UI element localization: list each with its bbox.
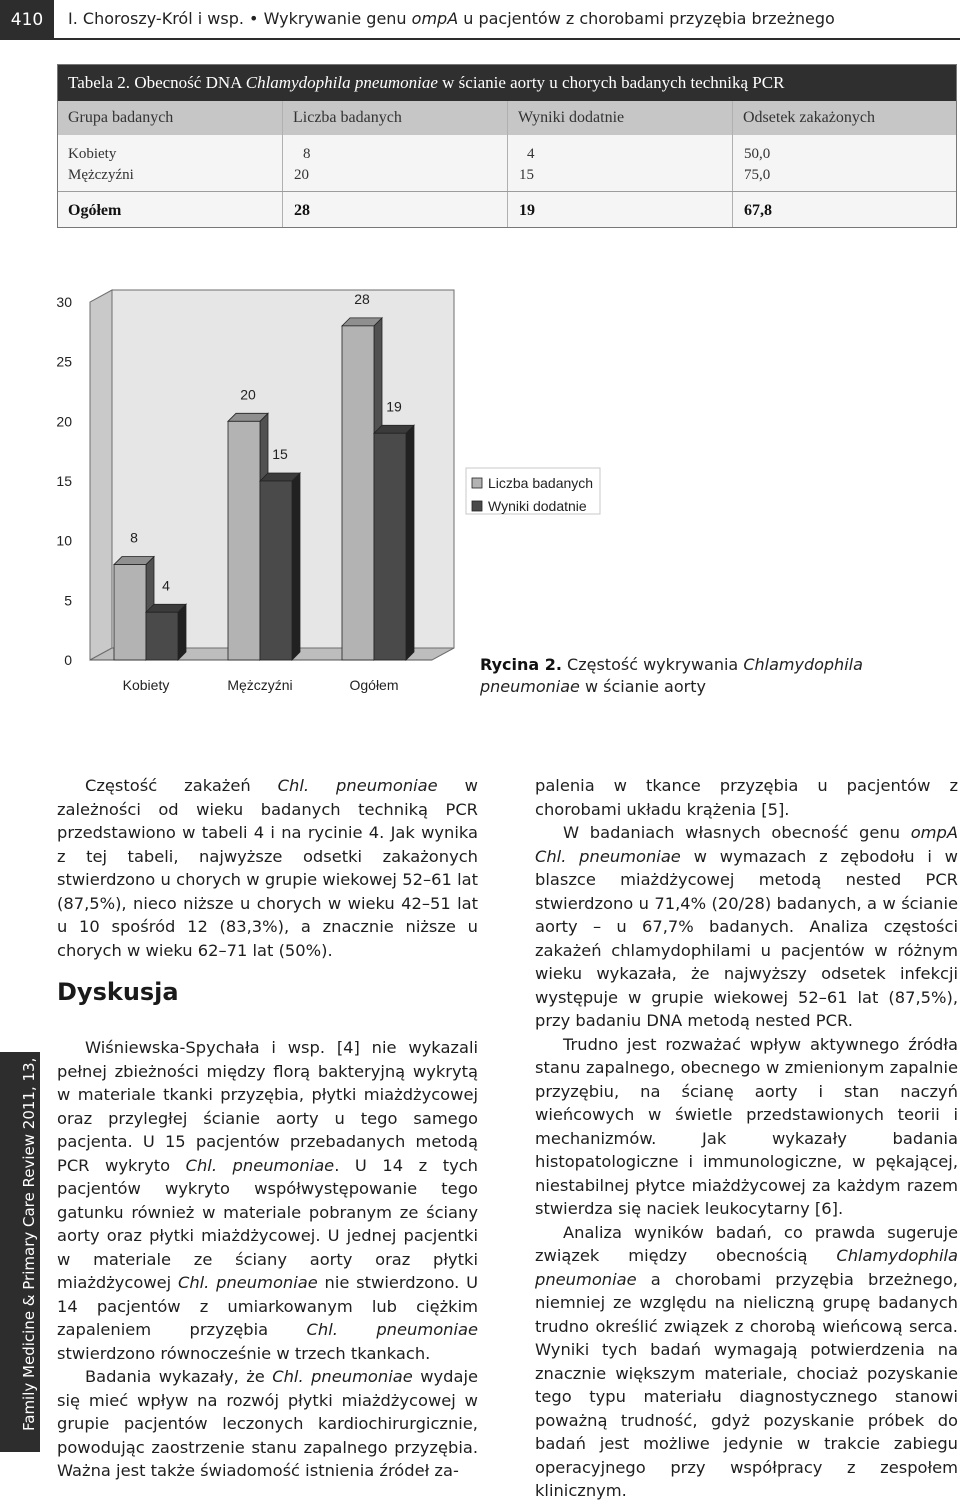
bar-liczba-badanych [228,421,260,660]
y-tick-label: 0 [64,652,72,668]
table-rule [58,191,956,192]
table-cell: 8 [303,146,311,162]
data-label: 4 [162,577,170,594]
y-tick-label: 25 [56,353,72,370]
table-header-cell: Grupa badanych [68,109,174,126]
chart-side-wall [90,290,112,660]
data-label: 20 [240,386,256,403]
y-tick-label: 10 [56,532,72,549]
paragraph: W badaniach własnych obecność genu ompA Chl. pneumoniae w wymazach z zębodołu i w blaszce miażdżycowej metodą nested PCR stwierdzono u 71,4% (20/28) badanych, a w ścianie aorty – u 67,7% badanych. Analiza częstości zakażeń chlamydophilami u pacjentów w różnym wieku wykazała, że najwyższy odsetek infekcji występuje w grupie wiekowej 52–61 lat (87,5%), przy badaniu DNA metodą nested PCR. [535,823,959,1030]
bar-side [406,425,414,660]
figure-caption-post: w ścianie aorty [579,677,706,696]
running-title-gene: ompA [411,9,459,28]
y-tick-label: 20 [56,413,72,430]
figure-caption [480,654,950,698]
data-label: 19 [386,398,402,415]
table-cell: Kobiety [68,146,117,162]
legend-label: Liczba badanych [488,475,594,491]
legend-swatch [472,501,482,511]
running-title-bullet: • [249,9,259,28]
paragraph: Częstość zakażeń Chl. pneumoniae w zależności od wieku badanych techniką PCR przedstawiono w tabeli 4 i na rycinie 4. Jak wynika z tej tabeli, najwyższe odsetki zakażonych stwierdzono u chorych w grupie wiekowej 52–61 lat (87,5%), nieco niższe u chorych w wieku 42–51 lat u 10 spośród 12 (83,3%), a znacznie niższe u chorych w wieku 62–71 lat (50%). [57,776,478,960]
table-header-cell: Odsetek zakażonych [743,109,875,126]
figure-label: Rycina 2. [480,655,562,674]
table-caption-pre: Obecność DNA [130,73,246,92]
bar-chart [0,270,960,710]
table-divider [507,101,508,227]
paragraph: Analiza wyników badań, co prawda sugeruje związek między obecnością Chlamydophila pneumoniae a chorobami przyzębia brzeżnego, niemniej ze względu na nieliczną grupę badanych trudno określić związek z chorobą wieńcową serca. Wyniki tych badań wymagają potwierdzenia na znacznie większym materiale, chociaż pozyskanie tego typu materiału diagnostycznego stanowi poważną trudność, gdyż pozyskanie próbek do badań jest możliwe jedynie w trakcie zabiegu operacyjnego przy współpracy z zespołem klinicznym. [535,1222,958,1500]
table-cell: 50,0 [744,146,771,162]
paragraph: Wiśniewska-Spychała i wsp. [4] nie wykazali pełnej zbieżności między florą bakteryjną wykrytą w materiale tkanki przyzębia, płytki miażdżycowej oraz przyległej ścianie aorty u tego samego pacjenta. U 15 pacjentów przebadanych metodą PCR wykryto Chl. pneumoniae. U 14 z tych pacjentów wykryto współwystępowanie tego gatunku również w materiale pobranym ze ściany aorty oraz płytki miażdżycowej. U jednej pacjentki w materiale ze ściany aorty oraz płytki miażdżycowej Chl. pneumoniae nie stwierdzono. U 14 pacjentów z umiarkowanym lub ciężkim zapaleniem przyzębia Chl. pneumoniae stwierdzono równocześnie w trzech tkankach. [57,1038,478,1363]
table-divider [732,101,733,227]
running-title-main: Wykrywanie genu [263,9,412,28]
table-caption-post: w ścianie aorty u chorych badanych techniką PCR [437,73,785,92]
bar-side [292,473,300,660]
column-left-bottom [57,1036,478,1483]
bar-wyniki-dodatnie [260,481,292,660]
data-label: 8 [130,529,138,546]
table-caption [58,65,956,101]
table-total-cell: 28 [294,202,310,219]
bar-wyniki-dodatnie [374,433,406,660]
column-left-top [57,774,478,962]
running-title-end: u pacjentów z chorobami przyzębia brzeżnego [458,9,835,28]
journal-name: Family Medicine & Primary Care Review 2011, 13, 3 [20,1043,38,1431]
y-tick-label: 15 [56,473,72,489]
bar-liczba-badanych [342,326,374,660]
running-title-authors: I. Choroszy-Król i wsp. [68,9,244,28]
section-heading: Dyskusja [57,978,179,1006]
y-tick-label: 5 [64,592,72,609]
table-cell: 20 [294,167,309,183]
paragraph: palenia w tkance przyzębia u pacjentów z chorobami układu krążenia [5]. [535,776,958,819]
paragraph: Badania wykazały, że Chl. pneumoniae wydaje się mieć wpływ na rozwój płytki miażdżycowej w grupie pacjentów leczonych kardiochirurgicznie, powodując zaostrzenie stanu zapalnego przyzębia. Ważna jest także świadomość istnienia źródeł za- [57,1367,478,1480]
data-label: 28 [354,290,370,307]
legend-swatch [472,478,482,488]
bar-liczba-badanych [114,565,146,660]
page-number: 410 [0,0,54,40]
paragraph: Trudno jest rozważać wpływ aktywnego źródła stanu zapalnego, obecnego w zmienionym zapalnie przyzębiu, na ścianę aorty i stan naczyń wieńcowych w świetle przedstawionych teorii i mechanizmów. Jak wykazały badania histopatologiczne i immunologiczne, w pękającej, niestabilnej płytce miażdżycowej za każdym razem stwierdza się naciek leukocytarny [6]. [535,1034,958,1218]
column-right [535,774,958,1503]
header-rule [0,38,960,40]
table-total-cell: 67,8 [744,202,772,219]
bar-wyniki-dodatnie [146,612,178,660]
bar-side [178,604,186,660]
table-header-cell: Wyniki dodatnie [518,109,625,126]
x-tick-label: Kobiety [122,677,170,693]
figure-caption-pre: Częstość wykrywania [561,655,744,674]
data-label: 15 [272,446,288,462]
x-tick-label: Mężczyźni [227,677,293,693]
table-divider [282,101,283,227]
table-cell: 75,0 [744,167,771,183]
table-caption-label: Tabela 2. [68,73,131,92]
running-header [0,0,960,40]
table-cell: Mężczyźni [68,167,134,183]
y-tick-label: 30 [56,294,72,310]
table-caption-species: Chlamydophila pneumoniae [245,73,438,92]
table-cell: 15 [519,167,534,183]
table-total-cell: Ogółem [68,202,122,219]
figure-caption-species: Chlamydophila pneumoniae [480,655,863,696]
table-header-cell: Liczba badanych [293,109,402,126]
x-tick-label: Ogółem [349,677,399,693]
running-title [68,9,835,28]
table-cell: 4 [527,146,535,162]
table-2 [57,64,957,228]
table-total-cell: 19 [519,202,535,219]
legend-label: Wyniki dodatnie [488,498,587,514]
